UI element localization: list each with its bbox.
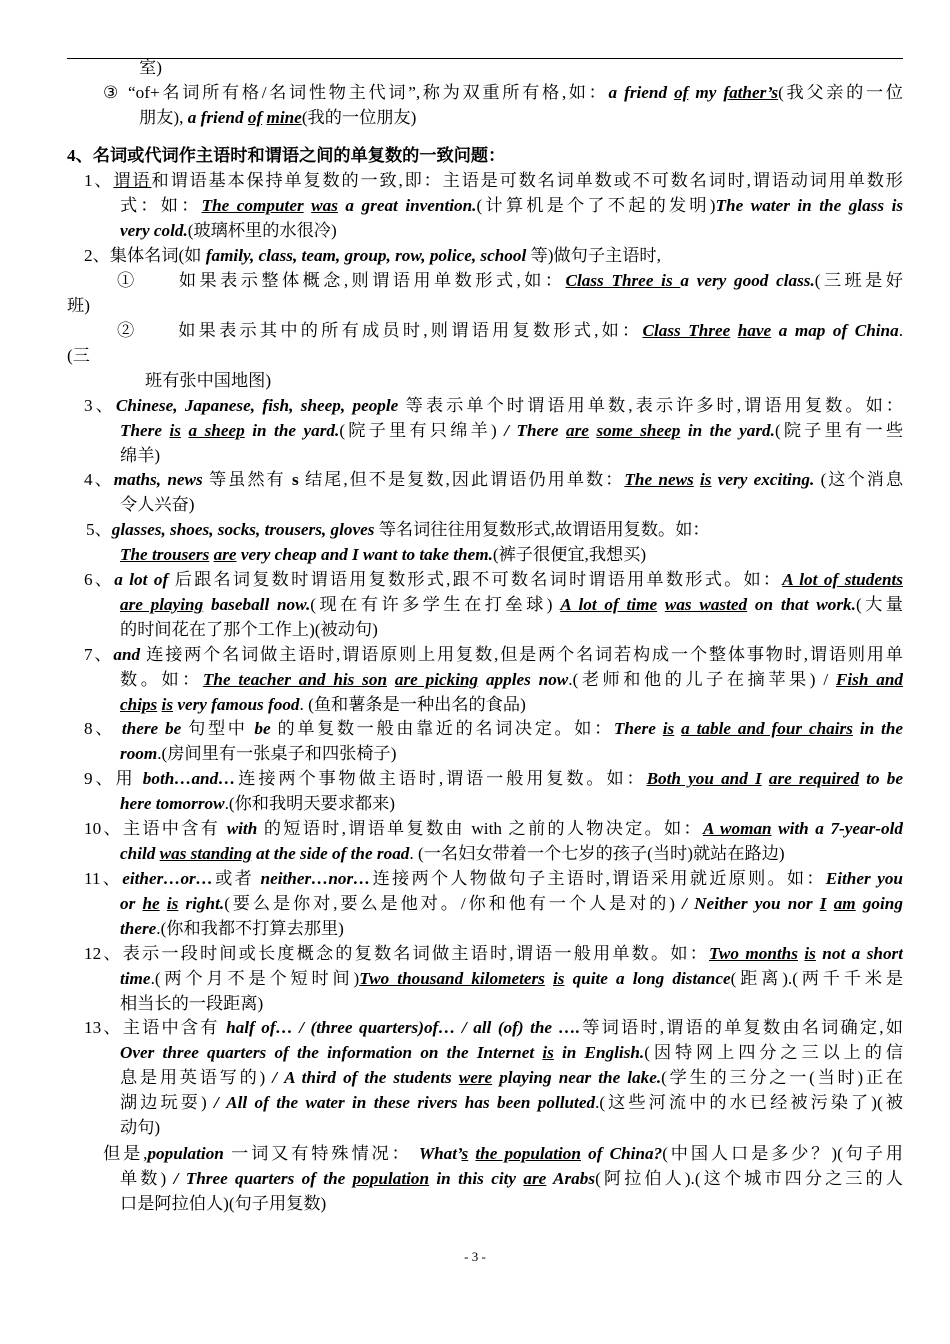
- text-line: 数。如：The teacher and his son are picking apples now.(老师和他的儿子在摘苹果) / Fish and: [120, 670, 903, 689]
- text-line: 式：如：The computer was a great invention.(计算机是个了不起的发明)The water in the glass is: [120, 196, 903, 215]
- text-line: there.(你和我都不打算去那里): [120, 919, 344, 938]
- text-line: ② 如果表示其中的所有成员时,则谓语用复数形式,如：Class Three have a map of China.: [117, 321, 903, 340]
- text-line: 绵羊): [120, 446, 161, 465]
- text-line: 班有张中国地图): [145, 371, 272, 390]
- text-line: 朋友), a friend of mine(我的一位朋友): [139, 108, 417, 127]
- text-line: 6、a lot of 后跟名词复数时谓语用复数形式,跟不可数名词时谓语用单数形式。如：A lot of students: [84, 570, 903, 589]
- text-line: 2、集体名词(如 family, class, team, group, row, police, school 等)做句子主语时,: [84, 246, 661, 265]
- text-line: 班): [67, 296, 90, 315]
- text-line: 5、glasses, shoes, socks, trousers, gloves 等名词往往用复数形式,故谓语用复数。如：: [86, 520, 710, 539]
- text-line: 9、用 both…and…连接两个事物做主语时,谓语一般用复数。如：Both you and I are required to be: [84, 769, 903, 788]
- text-line: 令人兴奋): [120, 495, 195, 514]
- text-line: 11、either…or…或者 neither…nor…连接两个人物做句子主语时,谓语采用就近原则。如：Either you: [84, 869, 903, 888]
- text-line: chips is very famous food. (鱼和薯条是一种出名的食品): [120, 695, 526, 714]
- text-line: 室): [139, 58, 162, 77]
- text-line: 12、表示一段时间或长度概念的复数名词做主语时,谓语一般用单数。如：Two months is not a short: [84, 944, 903, 963]
- text-line: 3、Chinese, Japanese, fish, sheep, people 等表示单个时谓语用单数,表示许多时,谓语用复数。如：: [84, 396, 903, 415]
- text-line: child was standing at the side of the road. (一名妇女带着一个七岁的孩子(当时)就站在路边): [120, 844, 785, 863]
- text-line: 4、maths, news 等虽然有 s 结尾,但不是复数,因此谓语仍用单数：The news is very exciting. (这个消息: [84, 470, 903, 489]
- text-line: here tomorrow.(你和我明天要求都来): [120, 794, 396, 813]
- text-line: 4、名词或代词作主语时和谓语之间的单复数的一致问题：: [67, 146, 506, 165]
- text-line: 湖边玩耍) / All of the water in these rivers has been polluted.(这些河流中的水已经被污染了)(被: [120, 1093, 903, 1112]
- text-line: 13、主语中含有 half of… / (three quarters)of… / all (of) the ….等词语时,谓语的单复数由名词确定,如: [84, 1018, 903, 1037]
- text-line: very cold.(玻璃杯里的水很冷): [120, 221, 337, 240]
- text-line: 的时间花在了那个工作上)(被动句): [120, 620, 378, 639]
- text-line: 息是用英语写的) / A third of the students were playing near the lake.(学生的三分之一(当时)正在: [120, 1068, 903, 1087]
- text-line: time.(两个月不是个短时间)Two thousand kilometers is quite a long distance(距离).(两千千米是: [120, 969, 903, 988]
- text-line: The trousers are very cheap and I want to take them.(裤子很便宜,我想买): [120, 545, 647, 564]
- text-line: (三: [67, 346, 90, 365]
- page-number: - 3 -: [464, 1249, 486, 1264]
- text-line: are playing baseball now.(现在有许多学生在打垒球) A lot of time was wasted on that work.(大量: [120, 595, 903, 614]
- text-line: 10、主语中含有 with 的短语时,谓语单复数由 with 之前的人物决定。如：A woman with a 7-year-old: [84, 819, 903, 838]
- text-line: ① 如果表示整体概念,则谓语用单数形式,如：Class Three is a very good class.(三班是好: [117, 271, 903, 290]
- text-line: 单数) / Three quarters of the population in this city are Arabs(阿拉伯人).(这个城市四分之三的人: [120, 1169, 903, 1188]
- text-line: room.(房间里有一张桌子和四张椅子): [120, 744, 397, 763]
- text-line: 相当长的一段距离): [120, 994, 264, 1013]
- text-line: 但是,population 一词又有特殊情况： What’s the population of China?(中国人口是多少？)(句子用: [103, 1144, 903, 1163]
- text-line: 1、谓语和谓语基本保持单复数的一致,即：主语是可数名词单数或不可数名词时,谓语动词用单数形: [84, 171, 903, 190]
- text-line: There is a sheep in the yard.(院子里有只绵羊) / There are some sheep in the yard.(院子里有一些: [120, 421, 903, 440]
- text-line: Over three quarters of the information on the Internet is in English.(因特网上四分之三以上的信: [120, 1043, 903, 1062]
- text-line: 7、and 连接两个名词做主语时,谓语原则上用复数,但是两个名词若构成一个整体事物时,谓语则用单: [84, 645, 903, 664]
- text-line: or he is right.(要么是你对,要么是他对。/你和他有一个人是对的) / Neither you nor I am going: [120, 894, 903, 913]
- text-line: 8、 there be 句型中 be 的单复数一般由靠近的名词决定。如：There is a table and four chairs in the: [84, 719, 903, 738]
- text-line: ③ “of+名词所有格/名词性物主代词”,称为双重所有格,如：a friend of my father’s(我父亲的一位: [103, 83, 903, 102]
- text-line: 动句): [120, 1118, 161, 1137]
- text-line: 口是阿拉伯人)(句子用复数): [120, 1194, 327, 1213]
